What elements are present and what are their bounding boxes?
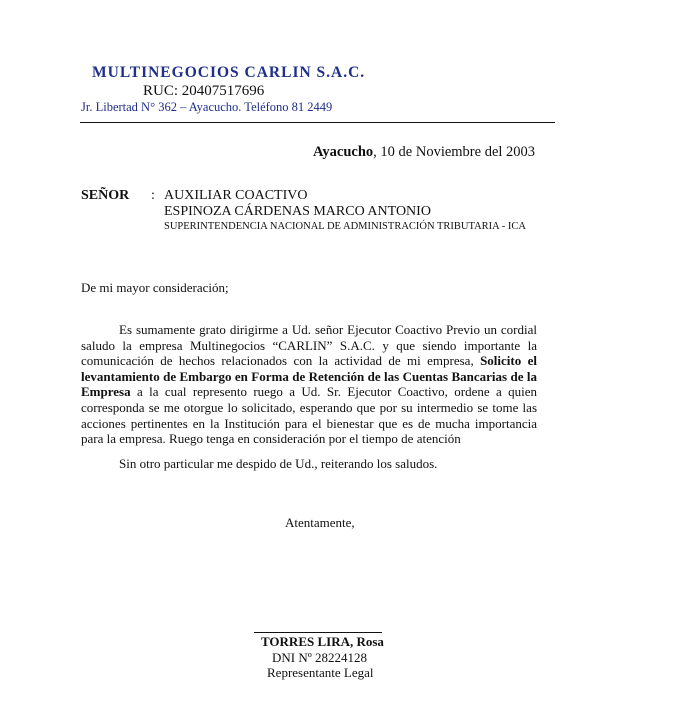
date-line bbox=[313, 144, 535, 161]
signer-role: Representante Legal bbox=[267, 665, 374, 680]
letterhead-divider bbox=[80, 122, 555, 123]
company-ruc: RUC: 20407517696 bbox=[143, 83, 265, 99]
addressee-institution: SUPERINTENDENCIA NACIONAL DE ADMINISTRACIÓN TRIBUTARIA - ICA bbox=[164, 221, 526, 232]
company-address: Jr. Libertad N° 362 – Ayacucho. Teléfono 81 2449 bbox=[81, 100, 333, 114]
addressee-colon: : bbox=[151, 188, 155, 203]
signoff: Atentamente, bbox=[285, 515, 355, 530]
signer-name: TORRES LIRA, Rosa bbox=[261, 634, 384, 649]
date-city: Ayacucho bbox=[313, 144, 374, 160]
addressee-name: ESPINOZA CÁRDENAS MARCO ANTONIO bbox=[164, 204, 431, 219]
body-text-1: Es sumamente grato dirigirme a Ud. señor Ejecutor Coactivo Previo un cordial saludo la empresa Multinegocios “CARLIN” S.A.C. y que siendo importante la comunicación de hechos relacionados con la actividad de mi empresa, bbox=[81, 322, 537, 369]
signature-line bbox=[254, 632, 382, 633]
date-text: , 10 de Noviembre del 2003 bbox=[373, 144, 536, 160]
addressee-title: AUXILIAR COACTIVO bbox=[164, 188, 308, 203]
body-text-2: a la cual represento ruego a Ud. Sr. Ejecutor Coactivo, ordene a quien corresponda se me otorgue lo solicitado, esperando que por su intermedio se tome las acciones pertinentes en la Institución para el bienestar que es de mucha importancia para la empresa. Ruego tenga en consideración por el tiempo de atención bbox=[81, 384, 537, 447]
body-paragraph bbox=[81, 322, 537, 447]
signer-dni: DNI Nº 28224128 bbox=[272, 650, 368, 665]
body-request: Solicito el levantamiento de Embargo en Forma de Retención de las Cuentas Bancarias de la Empresa bbox=[81, 353, 537, 400]
closing-line: Sin otro particular me despido de Ud., reiterando los saludos. bbox=[119, 456, 438, 471]
company-name: MULTINEGOCIOS CARLIN S.A.C. bbox=[92, 64, 366, 81]
addressee-label: SEÑOR bbox=[81, 188, 130, 203]
greeting: De mi mayor consideración; bbox=[81, 280, 229, 295]
